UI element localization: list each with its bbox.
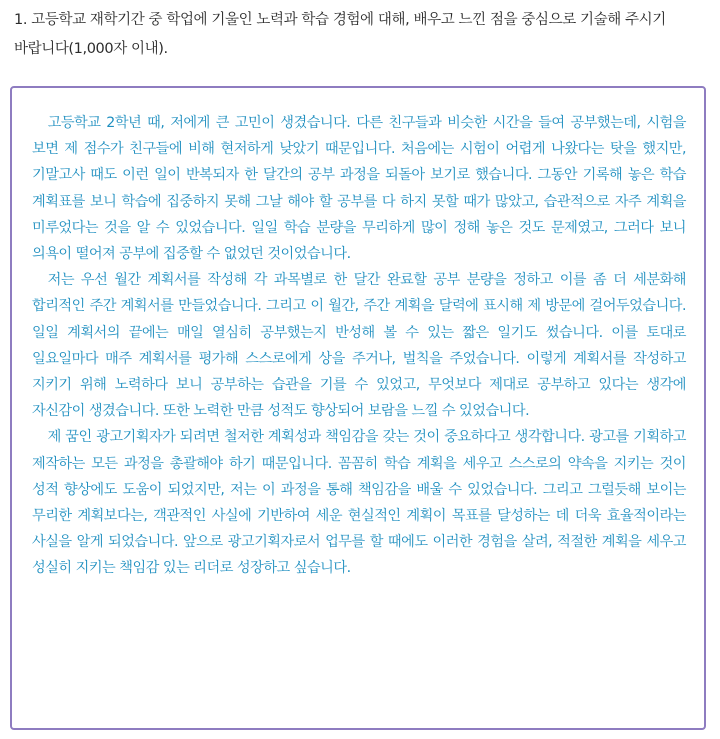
answer-paragraph-2: 저는 우선 월간 계획서를 작성해 각 과목별로 한 달간 완료할 공부 분량을 정하고 이를 좀 더 세분화해 합리적인 주간 계획서를 만들었습니다. 그리고 이 월간, 주간 계획을 달력에 표시해 제 방문에 걸어두었습니다. 일일 계획서의 끝에는 매일 열심히 공부했는지 반성해 볼 수 있는 짧은 일기도 썼습니다. 이를 토대로 일요일마다 매주 계획서를 평가해 스스로에게 상을 주거나, 벌칙을 주었습니다. 이렇게 계획서를 작성하고 지키기 위해 노력하다 보니 공부하는 습관을 기를 수 있었고, 무엇보다 제대로 공부하고 있다는 생각에 자신감이 생겼습니다. 또한 노력한 만큼 성적도 향상되어 보람을 느낄 수 있었습니다.	[32, 272, 686, 420]
question-prompt: 1. 고등학교 재학기간 중 학업에 기울인 노력과 학습 경험에 대해, 배우고 느낀 점을 중심으로 기술해 주시기 바랍니다(1,000자 이내).	[14, 12, 666, 57]
answer-paragraph-1: 고등학교 2학년 때, 저에게 큰 고민이 생겼습니다. 다른 친구들과 비슷한 시간을 들여 공부했는데, 시험을 보면 제 점수가 친구들에 비해 현저하게 낮았기 때문입니다. 처음에는 시험이 어렵게 나왔다는 탓을 했지만, 기말고사 때도 이런 일이 반복되자 한 달간의 공부 과정을 되돌아 보기로 했습니다. 그동안 기록해 놓은 학습 계획표를 보니 학습에 집중하지 못해 그날 해야 할 공부를 다 하지 못할 때가 많았고, 습관적으로 자주 계획을 미루었다는 것을 알 수 있었습니다. 일일 학습 분량을 무리하게 많이 정해 놓은 것도 문제였고, 그러다 보니 의욕이 떨어져 공부에 집중할 수 없었던 것이었습니다.	[32, 115, 686, 263]
answer-box	[10, 86, 706, 730]
answer-paragraph-3: 제 꿈인 광고기획자가 되려면 철저한 계획성과 책임감을 갖는 것이 중요하다고 생각합니다. 광고를 기획하고 제작하는 모든 과정을 총괄해야 하기 때문입니다. 꼼꼼히 학습 계획을 세우고 스스로의 약속을 지키는 것이 성적 향상에도 도움이 되었지만, 저는 이 과정을 통해 책임감을 배울 수 있었습니다. 그리고 그럴듯해 보이는 무리한 계획보다는, 객관적인 사실에 기반하여 세운 현실적인 계획이 목표를 달성하는 데 더욱 효율적이라는 사실을 알게 되었습니다. 앞으로 광고기획자로서 업무를 할 때에도 이러한 경험을 살려, 적절한 계획을 세우고 성실히 지키는 책임감 있는 리더로 성장하고 싶습니다.	[32, 429, 686, 577]
